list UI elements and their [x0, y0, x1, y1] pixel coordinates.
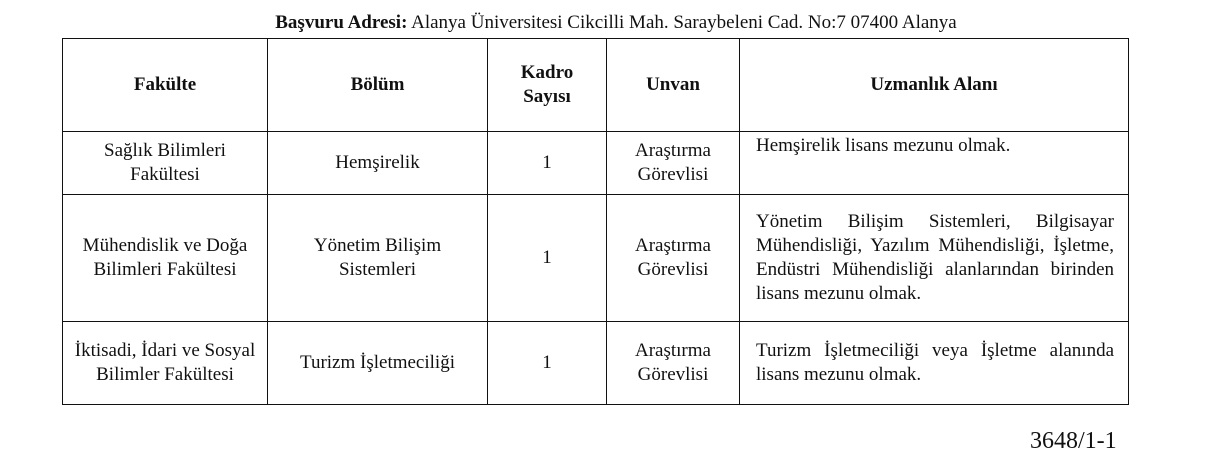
cell-quota: 1 [488, 195, 607, 322]
cell-quota: 1 [488, 132, 607, 195]
cell-faculty: İktisadi, İdari ve Sosyal Bilimler Fakültesi [63, 322, 268, 405]
cell-quota: 1 [488, 322, 607, 405]
cell-title: Araştırma Görevlisi [607, 195, 740, 322]
header-quota-line2: Sayısı [523, 86, 571, 107]
document-code: 3648/1-1 [1030, 428, 1117, 454]
cell-department: Yönetim Bilişim Sistemleri [268, 195, 488, 322]
address-value: Alanya Üniversitesi Cikcilli Mah. Saraybeleni Cad. No:7 07400 Alanya [411, 12, 957, 33]
header-quota [488, 39, 607, 132]
address-label: Başvuru Adresi: [275, 12, 408, 33]
cell-specialty: Yönetim Bilişim Sistemleri, Bilgisayar Mühendisliği, Yazılım Mühendisliği, İşletme, Endüstri Mühendisliği alanlarından birinden lisans mezunu olmak. [740, 195, 1129, 322]
header-title: Unvan [607, 39, 740, 132]
table-row [63, 132, 1129, 195]
cell-title: Araştırma Görevlisi [607, 322, 740, 405]
application-address [0, 12, 1232, 34]
header-specialty: Uzmanlık Alanı [740, 39, 1129, 132]
table-row [63, 322, 1129, 405]
header-quota-line1: Kadro [520, 62, 574, 83]
cell-specialty: Hemşirelik lisans mezunu olmak. [740, 132, 1129, 195]
cell-department: Turizm İşletmeciliği [268, 322, 488, 405]
header-faculty: Fakülte [63, 39, 268, 132]
cell-specialty: Turizm İşletmeciliği veya İşletme alanında lisans mezunu olmak. [740, 322, 1129, 405]
header-department: Bölüm [268, 39, 488, 132]
cell-faculty: Sağlık Bilimleri Fakültesi [63, 132, 268, 195]
cell-title: Araştırma Görevlisi [607, 132, 740, 195]
table-row [63, 195, 1129, 322]
positions-table [62, 38, 1129, 405]
cell-department: Hemşirelik [268, 132, 488, 195]
cell-faculty: Mühendislik ve Doğa Bilimleri Fakültesi [63, 195, 268, 322]
table-header-row [63, 39, 1129, 132]
